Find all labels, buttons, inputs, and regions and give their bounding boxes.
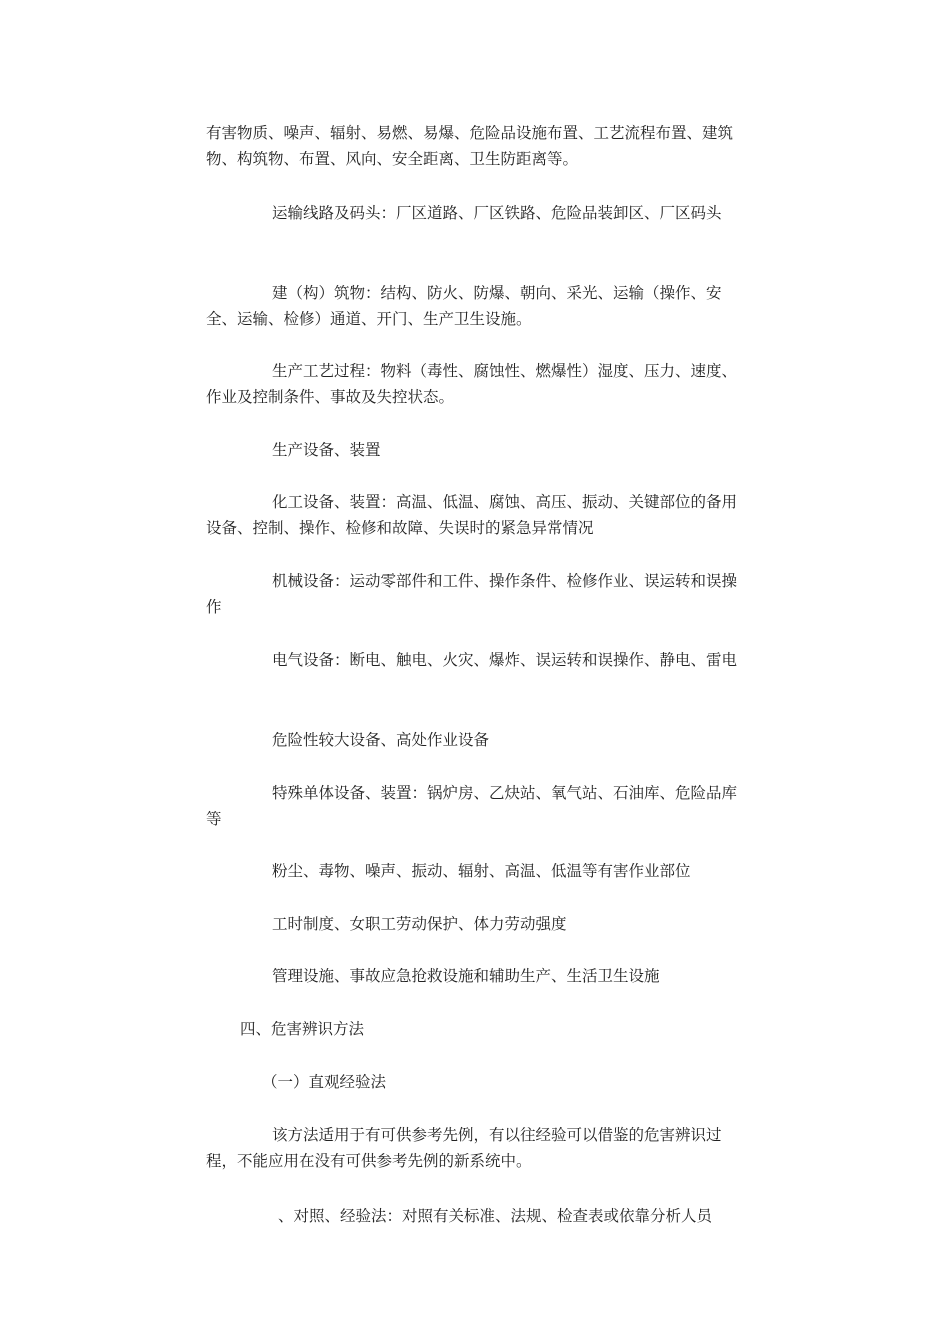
paragraph-buildings: 建（构）筑物：结构、防火、防爆、朝向、采光、运输（操作、安全、运输、检修）通道、开门、生产卫生设施。 — [206, 284, 722, 328]
paragraph-mechanical-equipment: 机械设备：运动零部件和工件、操作条件、检修作业、误运转和误操作 — [206, 572, 738, 616]
paragraph-chemical-equipment: 化工设备、装置：高温、低温、腐蚀、高压、振动、关键部位的备用设备、控制、操作、检修和故障、失误时的紧急异常情况 — [206, 493, 738, 537]
paragraph-special-units: 特殊单体设备、装置：锅炉房、乙炔站、氧气站、石油库、危险品库等 — [206, 784, 738, 828]
section-heading-methods: 四、危害辨识方法 — [240, 1020, 365, 1038]
paragraph-transport-routes: 运输线路及码头：厂区道路、厂区铁路、危险品装卸区、厂区码头 — [272, 204, 722, 222]
paragraph-layout-hazards: 有害物质、噪声、辐射、易燃、易爆、危险品设施布置、工艺流程布置、建筑物、构筑物、布置、风向、安全距离、卫生防距离等。 — [206, 124, 734, 168]
paragraph-comparison-method: 、对照、经验法：对照有关标准、法规、检查表或依靠分析人员 — [278, 1207, 713, 1225]
paragraph-equipment: 生产设备、装置 — [272, 441, 381, 459]
paragraph-method-description: 该方法适用于有可供参考先例，有以往经验可以借鉴的危害辨识过程，不能应用在没有可供参考先例的新系统中。 — [206, 1126, 722, 1170]
paragraph-harmful-work: 粉尘、毒物、噪声、振动、辐射、高温、低温等有害作业部位 — [272, 862, 691, 880]
paragraph-working-hours: 工时制度、女职工劳动保护、体力劳动强度 — [272, 915, 567, 933]
subsection-heading-intuitive: （一）直观经验法 — [262, 1073, 387, 1091]
paragraph-electrical-equipment: 电气设备：断电、触电、火灾、爆炸、误运转和误操作、静电、雷电 — [272, 651, 738, 669]
paragraph-management-facilities: 管理设施、事故应急抢救设施和辅助生产、生活卫生设施 — [272, 967, 660, 985]
paragraph-high-risk-equipment: 危险性较大设备、高处作业设备 — [272, 731, 490, 749]
paragraph-process: 生产工艺过程：物料（毒性、腐蚀性、燃爆性）湿度、压力、速度、作业及控制条件、事故及失控状态。 — [206, 362, 738, 406]
